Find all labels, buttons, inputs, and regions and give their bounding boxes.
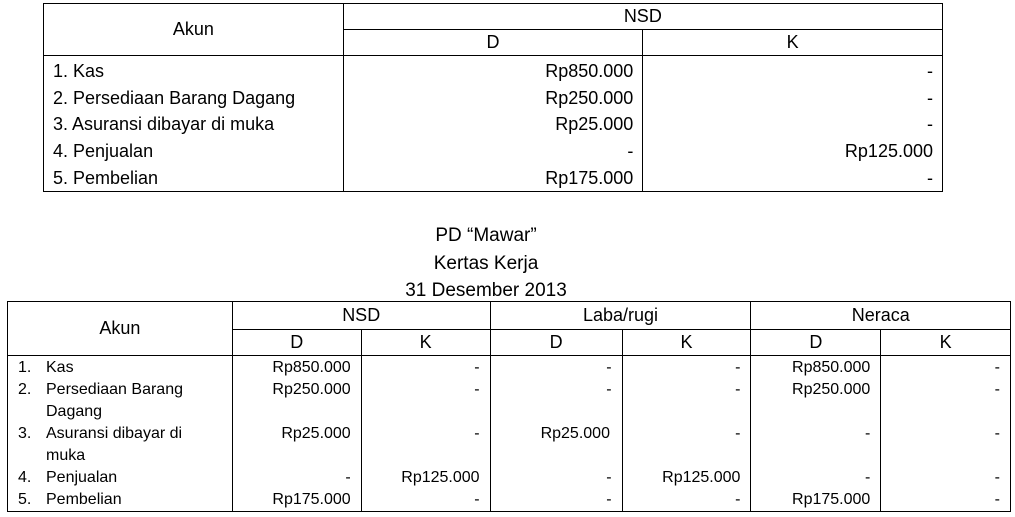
lr-credit: - [622, 379, 751, 423]
table-row [44, 56, 943, 85]
account-name: Persediaan Barang Dagang [46, 381, 183, 420]
neraca-credit: - [881, 423, 1011, 467]
nsd-debit: - [232, 467, 361, 489]
table-row [8, 467, 1011, 489]
nsd-credit: Rp125.000 [361, 467, 490, 489]
header-nsd-kredit: K [361, 330, 490, 356]
document-date: 31 Desember 2013 [405, 280, 567, 301]
header-neraca-kredit: K [881, 330, 1011, 356]
credit-value: - [643, 111, 943, 138]
account-name: 4. Penjualan [44, 138, 344, 165]
row-number: 1. [18, 359, 32, 376]
debit-value: Rp175.000 [343, 164, 643, 191]
worksheet-title [0, 222, 972, 305]
table-row [8, 423, 1011, 467]
nsd-credit: - [361, 489, 490, 512]
nsd-debit: Rp850.000 [232, 356, 361, 380]
table-row [8, 356, 1011, 380]
header-nsd: NSD [343, 4, 942, 30]
account-name: Kas [46, 359, 74, 376]
header-lr-debit: D [490, 330, 622, 356]
lr-debit: - [490, 467, 622, 489]
debit-value: Rp850.000 [343, 56, 643, 85]
neraca-debit: Rp175.000 [751, 489, 881, 512]
debit-value: Rp25.000 [343, 111, 643, 138]
nsd-credit: - [361, 379, 490, 423]
header-neraca-debit: D [751, 330, 881, 356]
header-nsd-debit: D [232, 330, 361, 356]
lr-debit: Rp25.000 [490, 423, 622, 467]
account-cell [8, 423, 233, 467]
credit-value: - [643, 85, 943, 112]
header-laba-rugi: Laba/rugi [490, 302, 751, 330]
header-debit: D [343, 30, 643, 56]
nsd-debit: Rp25.000 [232, 423, 361, 467]
row-number: 5. [18, 491, 32, 508]
lr-debit: - [490, 489, 622, 512]
lr-credit: - [622, 489, 751, 512]
company-name: PD “Mawar” [435, 225, 537, 246]
header-akun: Akun [44, 4, 344, 56]
neraca-debit: Rp850.000 [751, 356, 881, 380]
document-name: Kertas Kerja [433, 252, 539, 274]
row-number: 3. [18, 425, 32, 442]
lr-debit: - [490, 379, 622, 423]
account-name: 2. Persediaan Barang Dagang [44, 85, 344, 112]
row-number: 4. [18, 469, 32, 486]
neraca-credit: - [881, 467, 1011, 489]
header-kredit: K [643, 30, 943, 56]
lr-debit: - [490, 356, 622, 380]
nsd-table [43, 3, 943, 192]
header-neraca: Neraca [751, 302, 1011, 330]
account-name: 3. Asuransi dibayar di muka [44, 111, 344, 138]
header-akun: Akun [8, 302, 233, 356]
row-number: 2. [18, 381, 32, 398]
header-lr-kredit: K [622, 330, 751, 356]
table-row [8, 489, 1011, 512]
nsd-credit: - [361, 423, 490, 467]
lr-credit: Rp125.000 [622, 467, 751, 489]
worksheet-table [7, 301, 1011, 512]
account-cell [8, 379, 233, 423]
nsd-debit: Rp175.000 [232, 489, 361, 512]
debit-value: - [343, 138, 643, 165]
neraca-debit: Rp250.000 [751, 379, 881, 423]
neraca-debit: - [751, 423, 881, 467]
neraca-credit: - [881, 356, 1011, 380]
account-name: Asuransi dibayar di muka [46, 425, 183, 464]
credit-value: Rp125.000 [643, 138, 943, 165]
account-cell [8, 489, 233, 512]
header-nsd: NSD [232, 302, 490, 330]
account-name: Pembelian [46, 491, 122, 508]
nsd-credit: - [361, 356, 490, 380]
nsd-debit: Rp250.000 [232, 379, 361, 423]
table-row [44, 111, 943, 138]
credit-value: - [643, 164, 943, 191]
lr-credit: - [622, 423, 751, 467]
debit-value: Rp250.000 [343, 85, 643, 112]
account-name: 5. Pembelian [44, 164, 344, 191]
credit-value: - [643, 56, 943, 85]
neraca-debit: - [751, 467, 881, 489]
neraca-credit: - [881, 489, 1011, 512]
account-cell [8, 356, 233, 380]
table-row [44, 85, 943, 112]
account-name: 1. Kas [44, 56, 344, 85]
neraca-credit: - [881, 379, 1011, 423]
lr-credit: - [622, 356, 751, 380]
account-name: Penjualan [46, 469, 118, 486]
table-row [44, 164, 943, 191]
table-row [8, 379, 1011, 423]
account-cell [8, 467, 233, 489]
table-row [44, 138, 943, 165]
